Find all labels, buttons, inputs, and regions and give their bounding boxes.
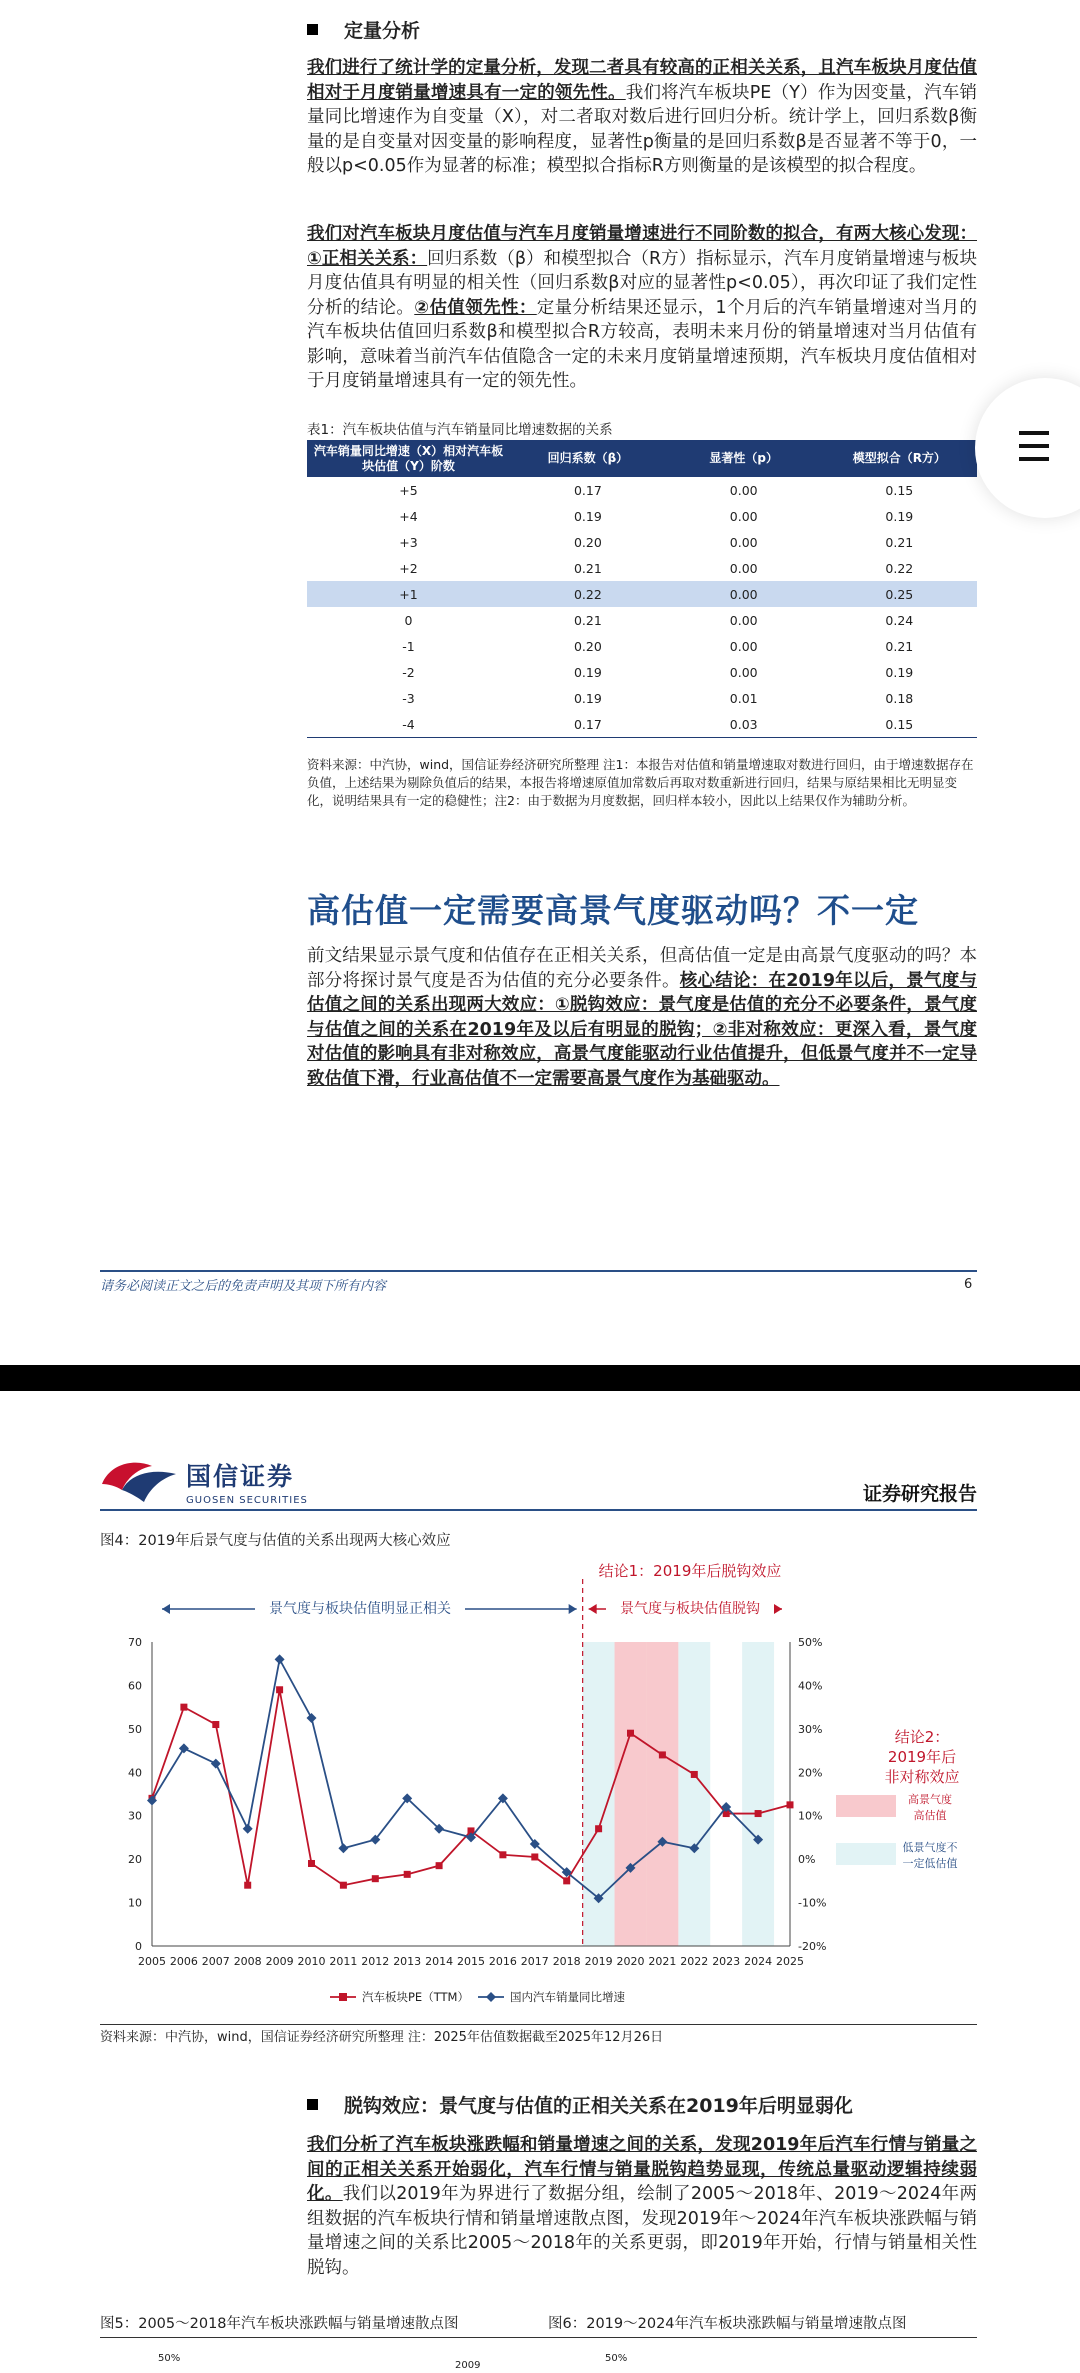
pe-data-point — [691, 1771, 698, 1778]
section-title: 定量分析 — [344, 20, 421, 42]
report-type-label: 证券研究报告 — [862, 1483, 977, 1505]
table-row — [307, 477, 977, 503]
pe-data-point — [563, 1877, 570, 1884]
source-divider — [100, 2024, 977, 2025]
left-axis-tick: 0 — [135, 1940, 142, 1953]
table-row — [307, 529, 977, 555]
x-axis-tick: 2006 — [169, 1955, 198, 1968]
report-page-7 — [0, 1391, 1080, 2373]
table-cell: 0.00 — [666, 581, 822, 607]
pe-data-point — [180, 1704, 187, 1711]
table-cell: 0.24 — [885, 612, 914, 628]
x-axis-tick: 2008 — [233, 1955, 262, 1968]
table-cell: 0.00 — [729, 560, 758, 576]
table-cell: 0.22 — [510, 581, 666, 607]
left-axis-tick: 70 — [128, 1636, 142, 1649]
table-cell: 0.00 — [729, 664, 758, 680]
paragraph-quant-analysis — [307, 56, 977, 179]
x-axis-tick: 2021 — [648, 1955, 677, 1968]
x-axis-tick: 2009 — [265, 1955, 294, 1968]
table-cell: 0.00 — [729, 534, 758, 550]
chart-source-note: 资料来源：中汽协，wind，国信证券经济研究所整理 注：2025年估值数据截至2025年12月26日 — [100, 2030, 664, 2045]
table-cell: 0.21 — [885, 638, 914, 654]
figure-divider — [100, 2337, 977, 2338]
pe-data-point — [787, 1801, 794, 1808]
menu-bar — [1019, 444, 1049, 448]
table-cell: 0.19 — [573, 508, 602, 524]
table-row — [307, 555, 977, 581]
finding-1-text: 回归系数（β）和模型拟合（R方）指标显示，汽车月度销量增速与板块月度估值具有明显的相关性（回归系数β对应的显著性p<0.05），再次印证了我们定性分析的结论。 — [307, 248, 977, 318]
paragraph-text: 前文结果显示景气度和估值存在正相关关系，但高估值一定是由高景气度驱动的吗？本部分将探讨景气度是否为估值的充分必要条件。 — [307, 946, 977, 991]
section-heading — [307, 2091, 977, 2118]
sales-growth-data-point — [179, 1743, 189, 1753]
table-cell: +4 — [399, 508, 418, 524]
table-cell: +3 — [399, 534, 418, 550]
section-quantitative — [307, 16, 977, 43]
sales-growth-data-point — [338, 1843, 348, 1853]
table-cell: 0.20 — [573, 638, 602, 654]
table-cell: 0.19 — [885, 508, 914, 524]
left-span-label: 景气度与板块估值明显正相关 — [269, 1601, 451, 1617]
table-cell: 0.17 — [510, 711, 666, 738]
table-cell: 0.20 — [573, 534, 602, 550]
right-axis-tick: 40% — [798, 1679, 823, 1693]
table-row — [307, 607, 977, 633]
table-row — [307, 685, 977, 711]
table-cell: +5 — [399, 482, 418, 498]
arrow-head-icon — [569, 1604, 577, 1614]
table-row — [307, 503, 977, 529]
left-axis-tick: 60 — [128, 1679, 142, 1693]
figure-5-caption: 图5：2005～2018年汽车板块涨跌幅与销量增速散点图 — [100, 2316, 459, 2332]
table-cell: 0.00 — [729, 638, 758, 654]
left-axis-tick: 30 — [128, 1809, 142, 1823]
section-title: 脱钩效应：景气度与估值的正相关关系在2019年后明显弱化 — [344, 2095, 853, 2117]
low-legend-label: 一定低估值 — [902, 1857, 958, 1870]
column-header: 回归系数（β） — [510, 440, 666, 477]
company-logo — [100, 1456, 308, 1506]
table-cell: -2 — [402, 664, 415, 680]
pe-data-point — [212, 1721, 219, 1728]
x-axis-tick: 2005 — [138, 1955, 166, 1968]
regression-table — [307, 440, 977, 738]
key-finding-text: 我们分析了汽车板块涨跌幅和销量增速之间的关系，发现2019年后汽车行情与销量之间的正相关关系开始弱化，汽车行情与销量脱钩趋势显现，传统总量驱动逻辑持续弱化。 — [307, 2135, 977, 2204]
table-cell: 0.00 — [729, 482, 758, 498]
table-caption: 表1：汽车板块估值与汽车销量同比增速数据的关系 — [307, 422, 613, 438]
sales-growth-data-point — [275, 1654, 285, 1664]
fig5-point-label: 2009 — [455, 2360, 481, 2371]
table-cell: 0.00 — [729, 508, 758, 524]
finding-1-label: ①正相关关系： — [307, 248, 428, 269]
table-cell: 0.25 — [822, 581, 977, 607]
legend-sales-marker — [486, 1992, 496, 2002]
bullet-square-icon — [307, 2099, 318, 2110]
paragraph-two-findings — [307, 222, 977, 394]
x-axis-tick: 2014 — [425, 1955, 454, 1968]
legend-pe-label: 汽车板块PE（TTM） — [362, 1990, 469, 2004]
right-span-label: 景气度与板块估值脱钩 — [620, 1601, 760, 1617]
low-legend-swatch — [836, 1843, 896, 1865]
key-finding-text: 我们对汽车板块月度估值与汽车月度销量增速进行不同阶数的拟合，有两大核心发现： — [307, 224, 977, 244]
key-finding-text: 我们进行了统计学的定量分析，发现二者具有较高的正相关关系，且汽车板块月度估值相对于月度销量增速具有一定的领先性。 — [307, 58, 977, 103]
table-cell: -4 — [307, 711, 510, 738]
paragraph-decoupling — [307, 2133, 977, 2280]
pe-data-point — [244, 1882, 251, 1889]
high-band-shading — [646, 1642, 678, 1946]
table-header-row — [307, 440, 977, 477]
table-cell: 0.19 — [885, 664, 914, 680]
regression-table-wrap — [307, 440, 977, 738]
table-row — [307, 633, 977, 659]
table-cell: +2 — [399, 560, 418, 576]
left-axis-tick: 50 — [128, 1722, 142, 1736]
table-cell: 0.19 — [573, 664, 602, 680]
pe-data-point — [308, 1860, 315, 1867]
table-cell: -1 — [402, 638, 415, 654]
x-axis-tick: 2018 — [552, 1955, 581, 1968]
table-row — [307, 711, 977, 738]
valuation-vs-sales-chart — [0, 1549, 1080, 2019]
table-cell: 0.15 — [885, 482, 914, 498]
fig5-axis-tick: 50% — [158, 2353, 181, 2364]
right-axis-tick: 10% — [798, 1809, 823, 1823]
pe-data-point — [595, 1825, 602, 1832]
high-legend-label: 高估值 — [913, 1809, 947, 1822]
pe-data-point — [659, 1751, 666, 1758]
pe-data-point — [755, 1810, 762, 1817]
pe-data-point — [340, 1882, 347, 1889]
menu-bar — [1019, 431, 1049, 435]
core-conclusion-text: 核心结论：在2019年以后，景气度与估值之间的关系出现两大效应：①脱钩效应：景气度是估值的充分不必要条件，景气度与估值之间的关系在2019年及以后有明显的脱钩；②非对称效应：更深入看，景气度对估值的影响具有非对称效应，高景气度能驱动行业估值提升，但低景气度并不一定导致估值下滑，行业高估值不一定需要高景气度作为基础驱动。 — [307, 970, 977, 1089]
figure-6-caption: 图6：2019～2024年汽车板块涨跌幅与销量增速散点图 — [548, 2316, 907, 2332]
sales-growth-data-point — [243, 1824, 253, 1834]
table-cell: 0 — [404, 612, 413, 628]
sales-growth-data-point — [307, 1713, 317, 1723]
sales-growth-data-point — [211, 1759, 221, 1769]
menu-bar — [1019, 457, 1049, 461]
x-axis-tick: 2012 — [361, 1955, 390, 1968]
x-axis-tick: 2024 — [744, 1955, 773, 1968]
paragraph-text: 我们将汽车板块PE（Y）作为因变量，汽车销量同比增速作为自变量（X），对二者取对数后进行回归分析。统计学上，回归系数β衡量的是自变量对因变量的影响程度，显著性p衡量的是回归系数β是否显著不等于0，一般以p<0.05作为显著的标准；模型拟合指标R方则衡量的是该模型的拟合程度。 — [307, 82, 977, 176]
column-header: 模型拟合（R方） — [822, 440, 977, 477]
table-cell: 0.21 — [573, 612, 602, 628]
low-band-shading — [678, 1642, 710, 1946]
x-axis-tick: 2023 — [712, 1955, 741, 1968]
high-band-shading — [615, 1642, 647, 1946]
table-row-highlighted — [307, 581, 977, 607]
table-cell: 0.03 — [666, 711, 822, 738]
table-cell: 0.21 — [885, 534, 914, 550]
table-cell: 0.17 — [573, 482, 602, 498]
fig6-axis-tick: 50% — [605, 2353, 628, 2364]
x-axis-tick: 2025 — [776, 1955, 804, 1968]
x-axis-tick: 2007 — [201, 1955, 230, 1968]
page-number: 6 — [964, 1277, 973, 1292]
right-axis-tick: 50% — [798, 1636, 823, 1649]
table-cell: 0.00 — [729, 612, 758, 628]
left-axis-tick: 10 — [128, 1896, 142, 1910]
section-heading — [307, 16, 977, 43]
logo-english-name: GUOSEN SECURITIES — [186, 1494, 308, 1506]
paragraph-core-conclusion — [307, 944, 977, 1091]
figure-4-caption: 图4：2019年后景气度与估值的关系出现两大核心效应 — [100, 1533, 451, 1549]
table-cell: -3 — [402, 690, 415, 706]
low-legend-label: 低景气度不 — [902, 1841, 958, 1854]
high-legend-swatch — [836, 1795, 896, 1817]
bullet-square-icon — [307, 24, 318, 35]
table-cell: 0.18 — [885, 690, 914, 706]
x-axis-tick: 2020 — [616, 1955, 645, 1968]
table-cell: 0.01 — [729, 690, 758, 706]
right-axis-tick: 30% — [798, 1722, 823, 1736]
pe-data-point — [276, 1686, 283, 1693]
paragraph-text: 我们以2019年为界进行了数据分组，绘制了2005～2018年、2019～2024年两组数据的汽车板块行情和销量增速散点图，发现2019年～2024年汽车板块涨跌幅与销量增速之间的关系比2005～2018年的关系更弱，即2019年开始，行情与销量相关性脱钩。 — [307, 2184, 978, 2278]
x-axis-tick: 2022 — [680, 1955, 709, 1968]
legend-pe-marker — [339, 1993, 347, 2001]
pe-data-point — [627, 1730, 634, 1737]
right-axis-tick: 0% — [798, 1853, 816, 1867]
right-axis-tick: 20% — [798, 1766, 823, 1780]
arrow-head-icon — [774, 1604, 782, 1614]
left-axis-tick: 40 — [128, 1766, 142, 1780]
page-separator — [0, 1365, 1080, 1391]
footer-divider — [100, 1270, 977, 1272]
x-axis-tick: 2011 — [329, 1955, 358, 1968]
conclusion-2-label: 2019年后 — [887, 1748, 957, 1766]
x-axis-tick: 2017 — [520, 1955, 549, 1968]
high-legend-label: 高景气度 — [908, 1793, 952, 1806]
pe-data-point — [531, 1853, 538, 1860]
section-big-title: 高估值一定需要高景气度驱动吗？不一定 — [307, 891, 919, 930]
x-axis-tick: 2015 — [457, 1955, 485, 1968]
logo-chinese-name: 国信证券 — [186, 1461, 295, 1491]
arrow-head-icon — [589, 1604, 597, 1614]
column-header: 显著性（p） — [666, 440, 822, 477]
low-band-shading — [742, 1642, 774, 1946]
finding-2-text: 定量分析结果还显示，1个月后的汽车销量增速对当月的汽车板块估值回归系数β和模型拟合R方较高，表明未来月份的销量增速对当月估值有影响，意味着当前汽车估值隐含一定的未来月度销量增速预期，汽车板块月度估值相对于月度销量增速具有一定的领先性。 — [307, 297, 977, 391]
right-axis-tick: -20% — [798, 1940, 827, 1953]
table-cell: 0.19 — [573, 690, 602, 706]
column-header: 汽车销量同比增速（X）相对汽车板块估值（Y）阶数 — [307, 440, 510, 477]
pe-data-point — [436, 1862, 443, 1869]
left-axis-tick: 20 — [128, 1853, 142, 1867]
x-axis-tick: 2013 — [393, 1955, 422, 1968]
conclusion-2-label: 非对称效应 — [884, 1768, 960, 1786]
x-axis-tick: 2010 — [297, 1955, 326, 1968]
pe-data-point — [372, 1875, 379, 1882]
conclusion-2-label: 结论2： — [894, 1728, 950, 1746]
table-cell: 0.21 — [573, 560, 602, 576]
table-cell: +1 — [307, 581, 510, 607]
section-decoupling — [307, 2091, 977, 2118]
table-cell: 0.22 — [885, 560, 914, 576]
table-cell: 0.15 — [822, 711, 977, 738]
legend-sales-label: 国内汽车销量同比增速 — [510, 1990, 625, 2004]
conclusion-1-label: 结论1：2019年后脱钩效应 — [598, 1562, 782, 1580]
header-divider — [100, 1509, 977, 1511]
x-axis-tick: 2019 — [584, 1955, 613, 1968]
right-axis-tick: -10% — [798, 1896, 827, 1910]
x-axis-tick: 2016 — [488, 1955, 517, 1968]
footer-disclaimer: 请务必阅读正文之后的免责声明及其项下所有内容 — [100, 1279, 387, 1294]
table-source-note: 资料来源：中汽协，wind，国信证券经济研究所整理 注1：本报告对估值和销量增速取对数进行回归，由于增速数据存在负值，上述结果为剔除负值后的结果，本报告将增速原值加常数后再取对数重新进行回归，结果与原结果相比无明显变化，说明结果具有一定的稳健性；注2：由于数据为月度数据，回归样本较小，因此以上结果仅作为辅助分析。 — [307, 757, 974, 808]
finding-2-label: ②估值领先性： — [414, 297, 537, 318]
pe-data-point — [499, 1851, 506, 1858]
arrow-head-icon — [162, 1604, 170, 1614]
pe-data-point — [404, 1871, 411, 1878]
table-row — [307, 659, 977, 685]
guosen-logo-icon — [100, 1456, 178, 1506]
